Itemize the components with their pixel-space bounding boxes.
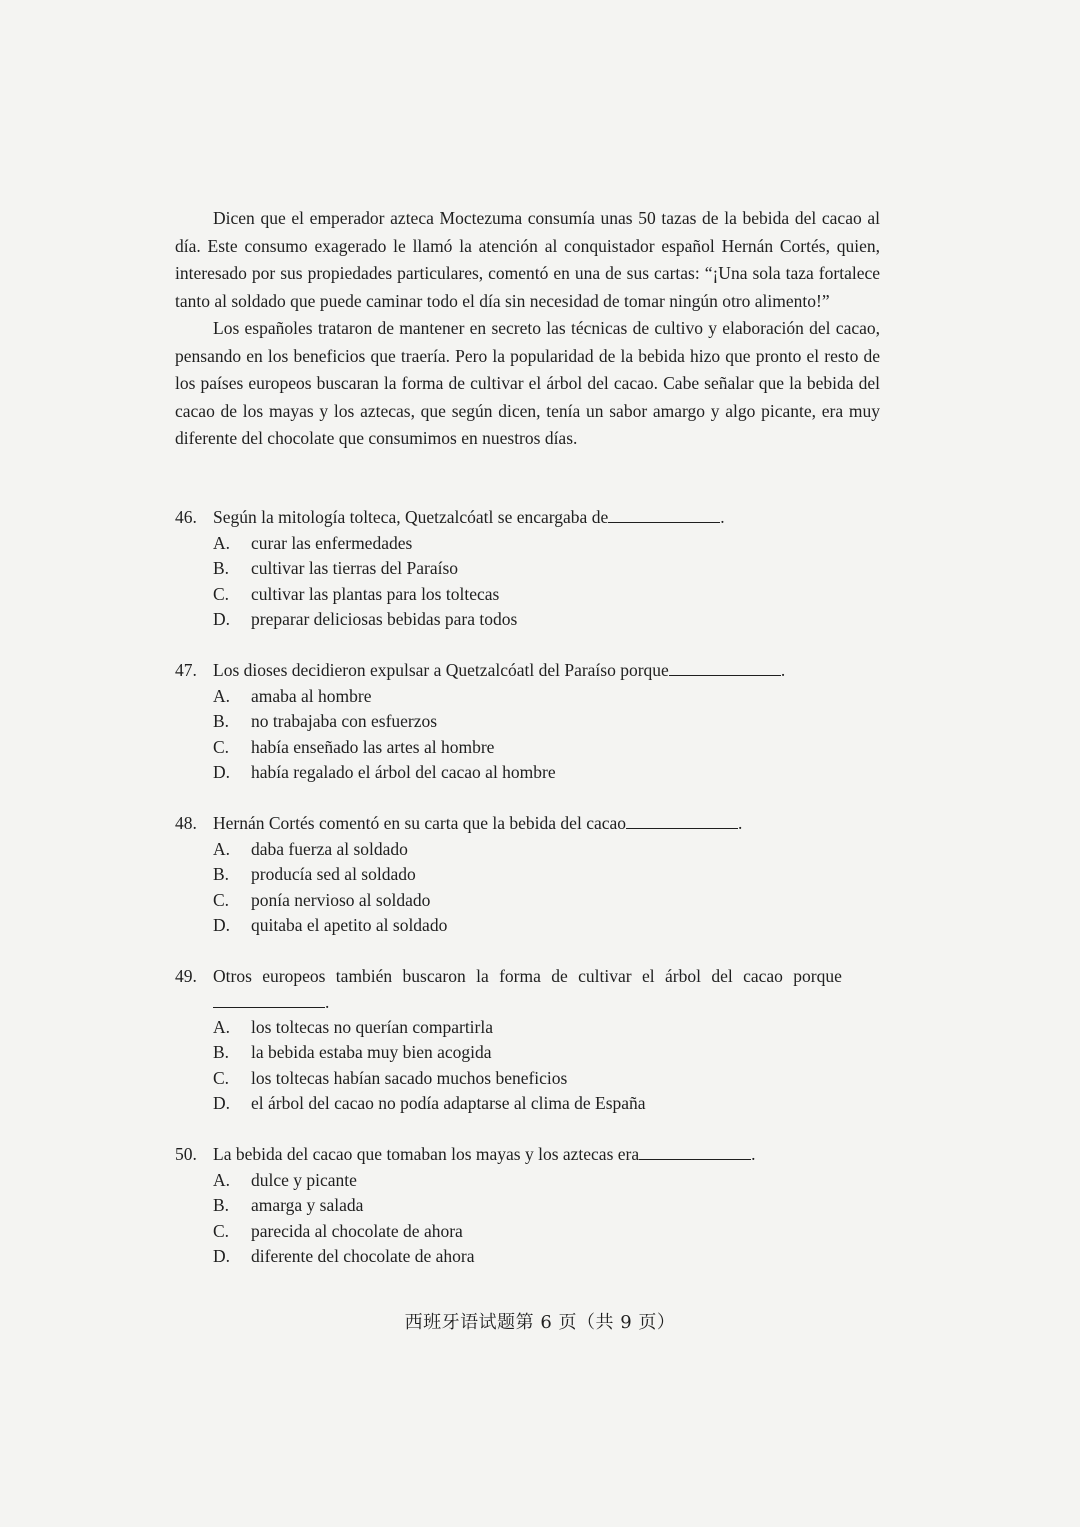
option-d [175, 913, 880, 939]
option-text: dulce y picante [251, 1169, 357, 1190]
question-46 [175, 505, 880, 633]
option-d [175, 760, 880, 786]
option-text: cultivar las plantas para los toltecas [251, 583, 500, 604]
option-letter: C. [213, 889, 230, 910]
question-text: Los dioses decidieron expulsar a Quetzalcóatl del Paraíso porque [213, 660, 669, 680]
question-stem [175, 964, 880, 990]
question-number: 49. [175, 966, 197, 986]
option-a [175, 1168, 880, 1194]
option-letter: A. [213, 685, 231, 706]
page-footer: 西班牙语试题第 6 页（共 9 页） [404, 1312, 676, 1333]
option-list [175, 531, 880, 633]
question-stem [175, 1142, 880, 1168]
question-text: La bebida del cacao que tomaban los mayas y los aztecas era [213, 1144, 640, 1164]
option-b [175, 862, 880, 888]
option-letter: C. [213, 1220, 230, 1241]
option-text: no trabajaba con esfuerzos [251, 711, 438, 731]
option-text: el árbol del cacao no podía adaptarse al clima de España [251, 1093, 646, 1113]
option-b [175, 709, 880, 735]
option-text: curar las enfermedades [251, 532, 413, 553]
option-text: parecida al chocolate de ahora [251, 1220, 463, 1241]
option-letter: D. [213, 915, 231, 935]
question-end: . [720, 507, 725, 527]
option-letter: D. [213, 609, 231, 629]
option-letter: B. [213, 1042, 230, 1062]
question-47 [175, 658, 880, 786]
passage-paragraph: Dicen que el emperador azteca Moctezuma consumía unas 50 tazas de la bebida del cacao al día. Este consumo exagerado le llamó la atención al conquistador español Hernán Cortés, quien, interesado por sus propiedades particulares, comentó en una de sus cartas: “¡Una sola taza fortalece tanto al soldado que puede caminar todo el día sin necesidad de tomar ningún otro alimento!” [175, 208, 880, 311]
option-text: amarga y salada [251, 1195, 364, 1215]
question-49 [175, 964, 880, 1117]
option-letter: C. [213, 736, 230, 757]
question-text: Otros europeos también buscaron la forma de cultivar el árbol del cacao porque [213, 966, 842, 986]
option-letter: A. [213, 838, 231, 859]
question-stem [175, 505, 880, 531]
question-stem [175, 811, 880, 837]
question-end: . [780, 660, 786, 680]
reading-passage [175, 205, 880, 453]
question-stem [175, 658, 880, 684]
option-a [175, 531, 880, 557]
option-text: quitaba el apetito al soldado [251, 915, 448, 935]
question-text: Según la mitología tolteca, Quetzalcóatl se encargaba de [213, 507, 609, 527]
option-letter: B. [213, 864, 230, 884]
option-letter: D. [213, 1246, 231, 1266]
answer-blank [639, 1142, 751, 1160]
option-letter: A. [213, 532, 231, 553]
question-48 [175, 811, 880, 939]
option-c [175, 888, 880, 914]
option-text: diferente del chocolate de ahora [251, 1246, 475, 1266]
option-letter: C. [213, 1067, 230, 1088]
option-letter: D. [213, 1093, 231, 1113]
option-d [175, 1091, 880, 1117]
option-c [175, 735, 880, 761]
option-a [175, 684, 880, 710]
option-text: había regalado el árbol del cacao al hombre [251, 762, 556, 782]
option-letter: B. [213, 558, 230, 578]
option-list [175, 1015, 880, 1117]
option-b [175, 1040, 880, 1066]
option-text: daba fuerza al soldado [251, 838, 408, 859]
question-text: Hernán Cortés comentó en su carta que la bebida del cacao [213, 813, 627, 833]
question-number: 50. [175, 1144, 197, 1164]
option-text: la bebida estaba muy bien acogida [251, 1042, 492, 1062]
option-letter: C. [213, 583, 230, 604]
question-end: . [751, 1144, 756, 1164]
option-c [175, 1219, 880, 1245]
option-c [175, 582, 880, 608]
option-a [175, 1015, 880, 1041]
option-d [175, 607, 880, 633]
question-end: . [738, 813, 743, 833]
option-text: había enseñado las artes al hombre [251, 736, 495, 757]
option-letter: D. [213, 762, 231, 782]
option-list [175, 1168, 880, 1270]
question-number: 46. [175, 507, 197, 527]
option-text: producía sed al soldado [251, 864, 416, 884]
option-text: cultivar las tierras del Paraíso [251, 558, 459, 578]
option-text: los toltecas no querían compartirla [251, 1016, 494, 1037]
question-number: 48. [175, 813, 197, 833]
option-a [175, 837, 880, 863]
option-d [175, 1244, 880, 1270]
question-number: 47. [175, 660, 197, 680]
option-letter: A. [213, 1169, 231, 1190]
option-text: amaba al hombre [251, 685, 372, 706]
option-c [175, 1066, 880, 1092]
option-letter: A. [213, 1016, 231, 1037]
option-list [175, 684, 880, 786]
option-list [175, 837, 880, 939]
answer-blank [669, 658, 781, 676]
answer-blank [608, 505, 720, 523]
option-text: los toltecas habían sacado muchos beneficios [251, 1067, 568, 1088]
option-letter: B. [213, 711, 230, 731]
option-letter: B. [213, 1195, 230, 1215]
option-text: preparar deliciosas bebidas para todos [251, 609, 518, 629]
passage-paragraph: Los españoles trataron de mantener en secreto las técnicas de cultivo y elaboración del cacao, pensando en los beneficios que traería. Pero la popularidad de la bebida hizo que pronto el resto de los países europeos buscaran la forma de cultivar el árbol del cacao. Cabe señalar que la bebida del cacao de los mayas y los aztecas, que según dicen, tenía un sabor amargo y algo picante, era muy diferente del chocolate que consumimos en nuestros días. [175, 318, 880, 448]
question-stem-continuation [175, 990, 880, 1015]
option-b [175, 556, 880, 582]
option-b [175, 1193, 880, 1219]
answer-blank [626, 811, 738, 829]
option-text: ponía nervioso al soldado [251, 889, 431, 910]
question-50 [175, 1142, 880, 1270]
question-end: . [325, 991, 330, 1012]
answer-blank [213, 990, 325, 1008]
